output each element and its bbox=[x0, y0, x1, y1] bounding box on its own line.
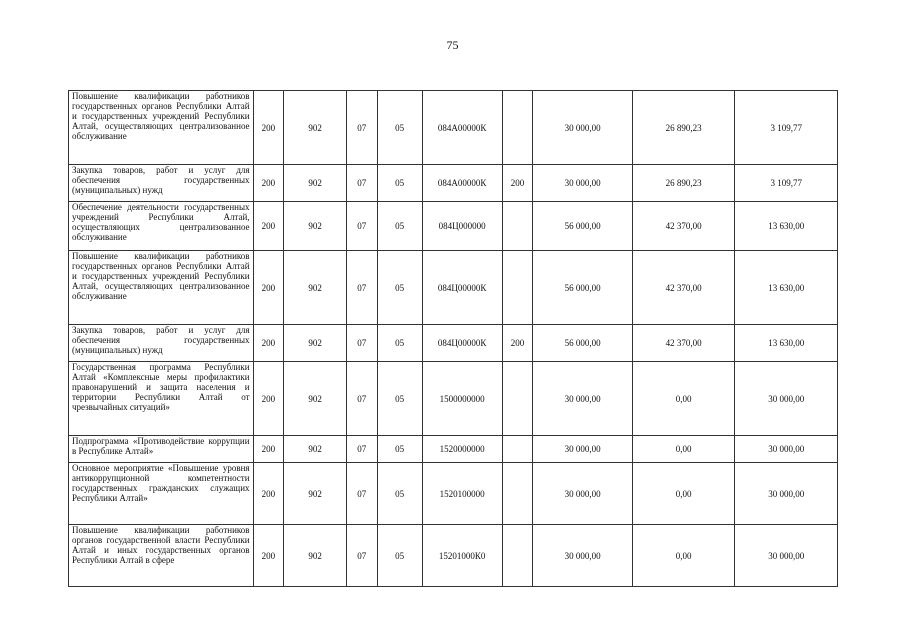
cell-planned: 56 000,00 bbox=[533, 202, 632, 251]
cell-expense-type bbox=[502, 362, 533, 436]
cell-planned: 30 000,00 bbox=[533, 463, 632, 525]
cell-target-article: 15201000К0 bbox=[422, 525, 502, 587]
cell-section: 07 bbox=[346, 525, 377, 587]
cell-admin-code: 200 bbox=[253, 436, 284, 463]
row-description: Закупка товаров, работ и услуг для обеспечения государственных (муниципальных) нужд bbox=[69, 165, 254, 202]
cell-target-article: 084А00000К bbox=[422, 165, 502, 202]
cell-admin-code: 200 bbox=[253, 165, 284, 202]
row-description: Повышение квалификации работников государственных органов Республики Алтай и государственных учреждений Республики Алтай, осуществляющих централизованное обслуживание bbox=[69, 251, 254, 325]
cell-ministry-code: 902 bbox=[284, 362, 347, 436]
cell-section: 07 bbox=[346, 463, 377, 525]
cell-section: 07 bbox=[346, 362, 377, 436]
cell-subsection: 05 bbox=[377, 251, 422, 325]
cell-target-article: 084А00000К bbox=[422, 91, 502, 165]
cell-expense-type bbox=[502, 202, 533, 251]
cell-expense-type bbox=[502, 525, 533, 587]
cell-target-article: 084Ц00000К bbox=[422, 251, 502, 325]
table-row bbox=[69, 91, 838, 165]
cell-subsection: 05 bbox=[377, 325, 422, 362]
cell-section: 07 bbox=[346, 325, 377, 362]
cell-planned: 30 000,00 bbox=[533, 436, 632, 463]
table-row bbox=[69, 436, 838, 463]
row-description: Государственная программа Республики Алтай «Комплексные меры профилактики правонарушений и защита населения и территории Республики Алтай от чрезвычайных ситуаций» bbox=[69, 362, 254, 436]
cell-executed: 0,00 bbox=[632, 436, 735, 463]
cell-ministry-code: 902 bbox=[284, 165, 347, 202]
cell-admin-code: 200 bbox=[253, 91, 284, 165]
table-row bbox=[69, 325, 838, 362]
cell-remaining: 30 000,00 bbox=[735, 463, 838, 525]
cell-planned: 30 000,00 bbox=[533, 91, 632, 165]
cell-admin-code: 200 bbox=[253, 202, 284, 251]
cell-ministry-code: 902 bbox=[284, 91, 347, 165]
cell-admin-code: 200 bbox=[253, 463, 284, 525]
cell-subsection: 05 bbox=[377, 91, 422, 165]
row-description: Повышение квалификации работников государственных органов Республики Алтай и государственных учреждений Республики Алтай, осуществляющих централизованное обслуживание bbox=[69, 91, 254, 165]
cell-target-article: 1520000000 bbox=[422, 436, 502, 463]
cell-ministry-code: 902 bbox=[284, 251, 347, 325]
cell-planned: 30 000,00 bbox=[533, 362, 632, 436]
cell-remaining: 3 109,77 bbox=[735, 165, 838, 202]
cell-remaining: 3 109,77 bbox=[735, 91, 838, 165]
cell-expense-type bbox=[502, 91, 533, 165]
cell-remaining: 13 630,00 bbox=[735, 325, 838, 362]
cell-remaining: 30 000,00 bbox=[735, 436, 838, 463]
cell-planned: 56 000,00 bbox=[533, 325, 632, 362]
table-row bbox=[69, 362, 838, 436]
cell-section: 07 bbox=[346, 165, 377, 202]
cell-subsection: 05 bbox=[377, 165, 422, 202]
cell-target-article: 1500000000 bbox=[422, 362, 502, 436]
cell-ministry-code: 902 bbox=[284, 525, 347, 587]
cell-executed: 0,00 bbox=[632, 463, 735, 525]
cell-executed: 26 890,23 bbox=[632, 165, 735, 202]
cell-section: 07 bbox=[346, 436, 377, 463]
table-row bbox=[69, 165, 838, 202]
cell-admin-code: 200 bbox=[253, 525, 284, 587]
table-row bbox=[69, 463, 838, 525]
cell-target-article: 084Ц000000 bbox=[422, 202, 502, 251]
cell-executed: 42 370,00 bbox=[632, 202, 735, 251]
cell-planned: 30 000,00 bbox=[533, 165, 632, 202]
cell-subsection: 05 bbox=[377, 525, 422, 587]
cell-ministry-code: 902 bbox=[284, 325, 347, 362]
page-number: 75 bbox=[446, 38, 459, 52]
cell-subsection: 05 bbox=[377, 436, 422, 463]
cell-planned: 30 000,00 bbox=[533, 525, 632, 587]
table-row bbox=[69, 202, 838, 251]
row-description: Закупка товаров, работ и услуг для обеспечения государственных (муниципальных) нужд bbox=[69, 325, 254, 362]
table-row bbox=[69, 251, 838, 325]
cell-subsection: 05 bbox=[377, 202, 422, 251]
cell-expense-type bbox=[502, 463, 533, 525]
cell-executed: 42 370,00 bbox=[632, 325, 735, 362]
cell-admin-code: 200 bbox=[253, 325, 284, 362]
cell-expense-type bbox=[502, 436, 533, 463]
cell-expense-type: 200 bbox=[502, 165, 533, 202]
cell-ministry-code: 902 bbox=[284, 436, 347, 463]
cell-remaining: 13 630,00 bbox=[735, 251, 838, 325]
cell-target-article: 1520100000 bbox=[422, 463, 502, 525]
cell-remaining: 30 000,00 bbox=[735, 525, 838, 587]
cell-subsection: 05 bbox=[377, 362, 422, 436]
cell-target-article: 084Ц00000К bbox=[422, 325, 502, 362]
cell-section: 07 bbox=[346, 251, 377, 325]
table-row bbox=[69, 525, 838, 587]
row-description: Подпрограмма «Противодействие коррупции в Республике Алтай» bbox=[69, 436, 254, 463]
row-description: Повышение квалификации работников органов государственной власти Республики Алтай и иных государственных органов Республики Алтай в сфере bbox=[69, 525, 254, 587]
cell-executed: 42 370,00 bbox=[632, 251, 735, 325]
budget-table bbox=[68, 90, 838, 587]
cell-ministry-code: 902 bbox=[284, 463, 347, 525]
cell-subsection: 05 bbox=[377, 463, 422, 525]
cell-expense-type bbox=[502, 251, 533, 325]
cell-planned: 56 000,00 bbox=[533, 251, 632, 325]
cell-executed: 0,00 bbox=[632, 362, 735, 436]
row-description: Основное мероприятие «Повышение уровня антикоррупционной компетентности государственных гражданских служащих Республики Алтай» bbox=[69, 463, 254, 525]
cell-executed: 26 890,23 bbox=[632, 91, 735, 165]
cell-admin-code: 200 bbox=[253, 251, 284, 325]
row-description: Обеспечение деятельности государственных учреждений Республики Алтай, осуществляющих централизованное обслуживание bbox=[69, 202, 254, 251]
cell-section: 07 bbox=[346, 202, 377, 251]
cell-section: 07 bbox=[346, 91, 377, 165]
cell-remaining: 30 000,00 bbox=[735, 362, 838, 436]
cell-expense-type: 200 bbox=[502, 325, 533, 362]
cell-ministry-code: 902 bbox=[284, 202, 347, 251]
cell-admin-code: 200 bbox=[253, 362, 284, 436]
cell-remaining: 13 630,00 bbox=[735, 202, 838, 251]
cell-executed: 0,00 bbox=[632, 525, 735, 587]
